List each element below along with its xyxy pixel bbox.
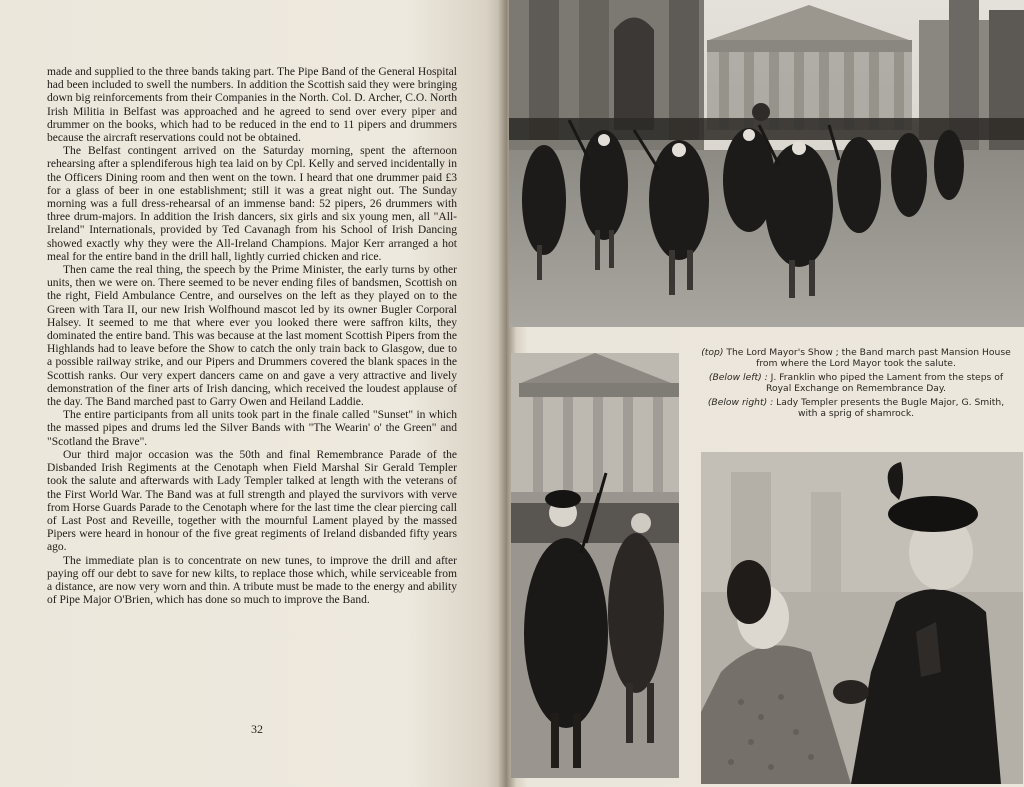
caption-below-right [700, 397, 1012, 420]
photo-lord-mayors-show [509, 0, 1024, 327]
page-number: 32 [251, 722, 263, 736]
article-body [47, 66, 457, 607]
caption-below-left-text: J. Franklin who piped the Lament from the steps of Royal Exchange on Remembrance Day. [766, 371, 1004, 395]
paragraph-2: The Belfast contingent arrived on the Saturday morning, spent the afternoon rehearsing after a splendiferous high tea laid on by Cpl. Kelly and served incidentally in the Officers Dining room and then went on the town. I heard that one drummer paid £3 for a glass of beer in one establishment; still it was a great night out. The Sunday morning was a full dress-rehearsal of an immense band: 52 pipers, 26 drummers with three drum-majors. In addition the Irish dancers, six girls and six young men, all "All-Ireland" Internationals, provided by Ted Cavanagh from his School of Irish Dancing showed exactly why they were the All-Ireland Champions. Major Kerr arranged a hot meal for the entire band in the drill hall, lightly curried chicken and rice. [47, 145, 457, 263]
caption-top-text: The Lord Mayor's Show ; the Band march past Mansion House from where the Lord Mayor took the salute. [723, 347, 1011, 370]
paragraph-4: The entire participants from all units took part in the finale called "Sunset" in which the massed pipes and drums led the Silver Bands with "The Wearin' o' the Green" and "Scotland the Brave". [47, 409, 457, 448]
photo-lament-piper [511, 353, 679, 778]
paragraph-6: The immediate plan is to concentrate on new tunes, to improve the drill and after paying off our debt to save for new kilts, to replace those which, while serviceable from a distance, are now very worn and thin. A tribute must be made to the energy and ability of Pipe Major O'Brien, which has done so much to improve the Band. [47, 554, 457, 607]
caption-top [700, 347, 1012, 370]
caption-below-right-label: (Below right) : [707, 396, 774, 408]
paragraph-1: made and supplied to the three bands taking part. The Pipe Band of the General Hospital had been included to swell the numbers. In addition the Scottish said they were bringing down big reinforcements from their Companies in the North. Col. D. Archer, C.O. North Irish Militia in Belfast was approached and he agreed to send over every piper and drummer on the books, which had to be reduced in the end to 11 pipers and drummers because the aircraft reservations could not be obtained. [47, 66, 457, 145]
caption-below-left [700, 372, 1012, 395]
caption-below-left-label: (Below left) : [708, 371, 768, 383]
caption-below-right-text: Lady Templer presents the Bugle Major, G. Smith, with a sprig of shamrock. [773, 396, 1005, 420]
paragraph-3: Then came the real thing, the speech by the Prime Minister, the early turns by other units, then we were on. There seemed to be never ending files of bandsmen, Scottish on the right, Field Ambulance Centre, and ourselves on the left as they played on to the Green with Tara II, our new Irish Wolfhound mascot led by its owner Bugler Corporal Halsey. It seemed to me that where ever you looked there were saffron kilts, they dominated the entire band. This was because at the last moment Scottish Pipers from the Highlands had to leave before the Show to catch the only train back to Glasgow, due to a possible railway strike, and our Pipers and Drummers covered the blank spaces in the Scottish ranks. Our very expert dancers came on and gave a very attractive and lively demonstration of the finer arts of Irish dancing, which received the loudest applause of the day. The Band marched past to Garry Owen and Heiland Laddie. [47, 264, 457, 409]
photo-captions [700, 347, 1012, 421]
photo-shamrock-presentation [701, 452, 1023, 784]
caption-top-label: (top) [701, 347, 724, 358]
paragraph-5: Our third major occasion was the 50th and final Remembrance Parade of the Disbanded Irish Regiments at the Cenotaph when Field Marshal Sir Gerald Templer took the salute and afterwards with Lady Templer talked at length with the veterans of the First World War. The Band was at full strength and played the survivors with verve from Horse Guards Parade to the Cenotaph where for the last time the clear piercing call of Last Post and Reveille, together with the mournful Lament played by the massed Pipers were heard in honour of the five great regiments of Ireland disbanded fifty years ago. [47, 448, 457, 554]
left-page [0, 0, 507, 787]
